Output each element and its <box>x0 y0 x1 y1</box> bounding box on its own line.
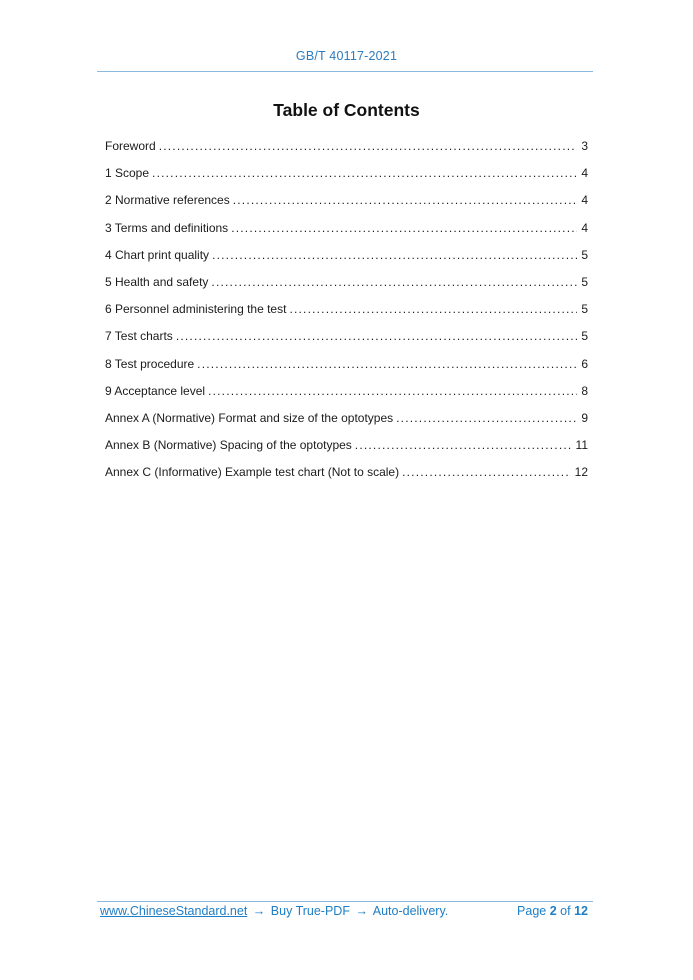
toc-leader-dots <box>159 133 578 160</box>
footer <box>100 904 588 918</box>
toc-leader-dots <box>208 378 577 405</box>
footer-page-indicator <box>517 904 588 918</box>
toc-entry-page: 4 <box>581 193 588 208</box>
toc-entry-label: 9 Acceptance level <box>105 383 206 398</box>
header-divider <box>97 71 593 72</box>
footer-page-label: Page <box>517 904 547 918</box>
toc-leader-dots <box>212 242 577 269</box>
toc-entry-page: 12 <box>574 465 588 480</box>
table-of-contents <box>105 133 588 486</box>
footer-page-total: 12 <box>574 904 588 918</box>
toc-leader-dots <box>211 269 577 296</box>
toc-leader-dots <box>396 405 577 432</box>
toc-entry-page: 4 <box>581 166 588 181</box>
toc-entry-label: Annex A (Normative) Format and size of the optotypes <box>105 410 394 425</box>
header-doc-number: GB/T 40117-2021 <box>295 49 398 63</box>
toc-entry-label: 3 Terms and definitions <box>105 220 229 235</box>
arrow-right-icon: → <box>252 904 266 918</box>
toc-entry-page: 11 <box>575 438 588 453</box>
toc-leader-dots <box>402 459 571 486</box>
toc-entry-test-charts[interactable] <box>105 323 588 350</box>
toc-entry-label: 1 Scope <box>105 166 150 181</box>
toc-entry-label: 7 Test charts <box>105 329 173 344</box>
toc-entry-label: Annex C (Informative) Example test chart (Not to scale) <box>105 465 400 480</box>
footer-delivery-label: Auto-delivery. <box>372 904 449 918</box>
toc-entry-page: 9 <box>581 410 588 425</box>
toc-entry-test-procedure[interactable] <box>105 351 588 378</box>
footer-buy-label: Buy True-PDF <box>270 904 350 918</box>
toc-entry-label: 6 Personnel administering the test <box>105 302 287 317</box>
toc-entry-health-safety[interactable] <box>105 269 588 296</box>
footer-of-label: of <box>560 904 571 918</box>
toc-entry-page: 3 <box>581 139 588 153</box>
toc-entry-terms-definitions[interactable] <box>105 215 588 242</box>
toc-entry-page: 5 <box>581 302 588 317</box>
toc-leader-dots <box>289 296 577 323</box>
toc-entry-page: 8 <box>581 383 588 398</box>
toc-entry-annex-a[interactable] <box>105 405 588 432</box>
arrow-right-icon: → <box>355 904 368 918</box>
toc-entry-page: 5 <box>581 247 588 262</box>
toc-entry-label: 2 Normative references <box>105 193 230 208</box>
toc-entry-label: Annex B (Normative) Spacing of the optotypes <box>105 438 352 453</box>
footer-page-current: 2 <box>549 904 557 918</box>
toc-entry-personnel[interactable] <box>105 296 588 323</box>
toc-entry-page: 5 <box>581 329 588 344</box>
toc-entry-label: 8 Test procedure <box>105 356 195 371</box>
toc-leader-dots <box>233 187 578 214</box>
footer-divider <box>97 901 593 902</box>
page-title: Table of Contents <box>273 100 420 120</box>
toc-entry-page: 5 <box>581 274 588 289</box>
toc-leader-dots <box>152 160 577 187</box>
toc-entry-page: 6 <box>581 356 588 371</box>
toc-entry-label: Foreword <box>105 139 156 153</box>
toc-entry-acceptance-level[interactable] <box>105 378 588 405</box>
toc-leader-dots <box>355 432 572 459</box>
toc-entry-annex-b[interactable] <box>105 432 588 459</box>
footer-website-link[interactable]: www.ChineseStandard.net <box>100 904 248 918</box>
toc-entry-label: 4 Chart print quality <box>105 247 210 262</box>
toc-entry-scope[interactable] <box>105 160 588 187</box>
toc-entry-normative-references[interactable] <box>105 187 588 214</box>
toc-entry-page: 4 <box>581 220 588 235</box>
toc-entry-chart-print-quality[interactable] <box>105 242 588 269</box>
toc-entry-foreword[interactable] <box>105 133 588 160</box>
toc-leader-dots <box>231 215 577 242</box>
toc-leader-dots <box>176 323 578 350</box>
footer-left-text <box>100 904 448 918</box>
toc-leader-dots <box>197 351 577 378</box>
toc-entry-annex-c[interactable] <box>105 459 588 486</box>
toc-entry-label: 5 Health and safety <box>105 274 209 289</box>
